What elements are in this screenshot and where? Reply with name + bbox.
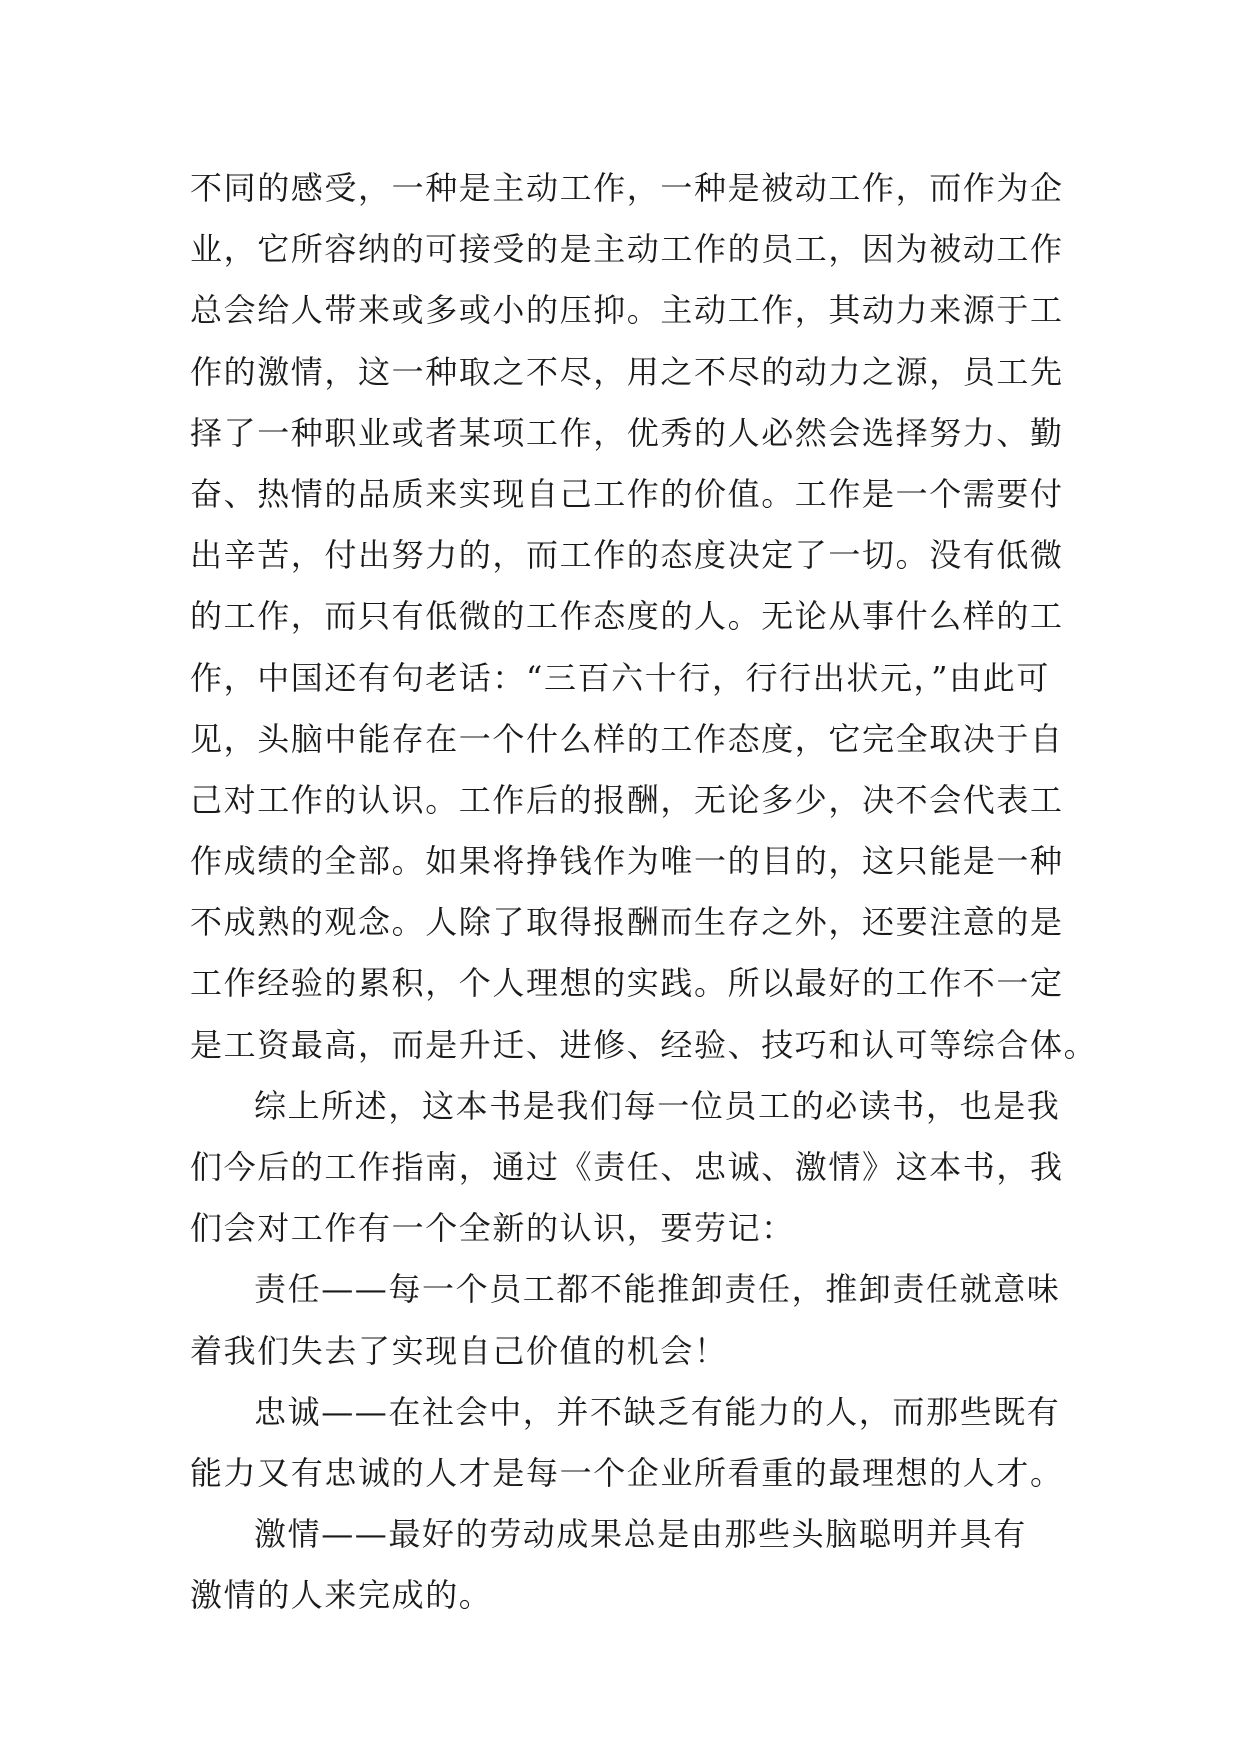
paragraph-start-line: 激情——最好的劳动成果总是由那些头脑聪明并具有	[254, 1515, 1027, 1554]
body-text	[190, 158, 1098, 1627]
text-line: 业，它所容纳的可接受的是主动工作的员工，因为被动工作	[190, 230, 1064, 269]
text-line: 择了一种职业或者某项工作，优秀的人必然会选择努力、勤	[190, 413, 1064, 452]
text-line: 是工资最高，而是升迁、进修、经验、技巧和认可等综合体。	[190, 1025, 1098, 1064]
text-line: 着我们失去了实现自己价值的机会！	[190, 1331, 728, 1370]
text-line: 奋、热情的品质来实现自己工作的价值。工作是一个需要付	[190, 474, 1064, 513]
text-line: 工作经验的累积，个人理想的实践。所以最好的工作不一定	[190, 964, 1064, 1003]
text-line: 作，中国还有句老话：“三百六十行，行行出状元，”由此可	[190, 658, 1050, 697]
text-line: 们今后的工作指南，通过《责任、忠诚、激情》这本书，我	[190, 1148, 1064, 1186]
text-line: 见，头脑中能存在一个什么样的工作态度，它完全取决于自	[190, 719, 1064, 758]
text-line: 的工作，而只有低微的工作态度的人。无论从事什么样的工	[190, 597, 1064, 636]
text-line: 能力又有忠诚的人才是每一个企业所看重的最理想的人才。	[190, 1453, 1064, 1492]
text-line: 们会对工作有一个全新的认识，要劳记：	[190, 1209, 795, 1248]
text-line: 出辛苦，付出努力的，而工作的态度决定了一切。没有低微	[190, 536, 1064, 575]
text-line: 不成熟的观念。人除了取得报酬而生存之外，还要注意的是	[190, 903, 1064, 942]
text-line: 作的激情，这一种取之不尽，用之不尽的动力之源，员工先	[190, 352, 1064, 391]
text-line: 作成绩的全部。如果将挣钱作为唯一的目的，这只能是一种	[190, 842, 1064, 881]
text-line: 激情的人来完成的。	[190, 1576, 493, 1615]
text-line: 不同的感受，一种是主动工作，一种是被动工作，而作为企	[190, 169, 1064, 207]
text-line: 己对工作的认识。工作后的报酬，无论多少，决不会代表工	[190, 780, 1064, 819]
paragraph-start-line: 忠诚——在社会中，并不缺乏有能力的人，而那些既有	[254, 1392, 1061, 1431]
text-line: 总会给人带来或多或小的压抑。主动工作，其动力来源于工	[190, 291, 1064, 330]
paragraph-start-line: 责任——每一个员工都不能推卸责任，推卸责任就意味	[254, 1270, 1061, 1309]
paragraph-start-line: 综上所述，这本书是我们每一位员工的必读书，也是我	[254, 1086, 1061, 1125]
